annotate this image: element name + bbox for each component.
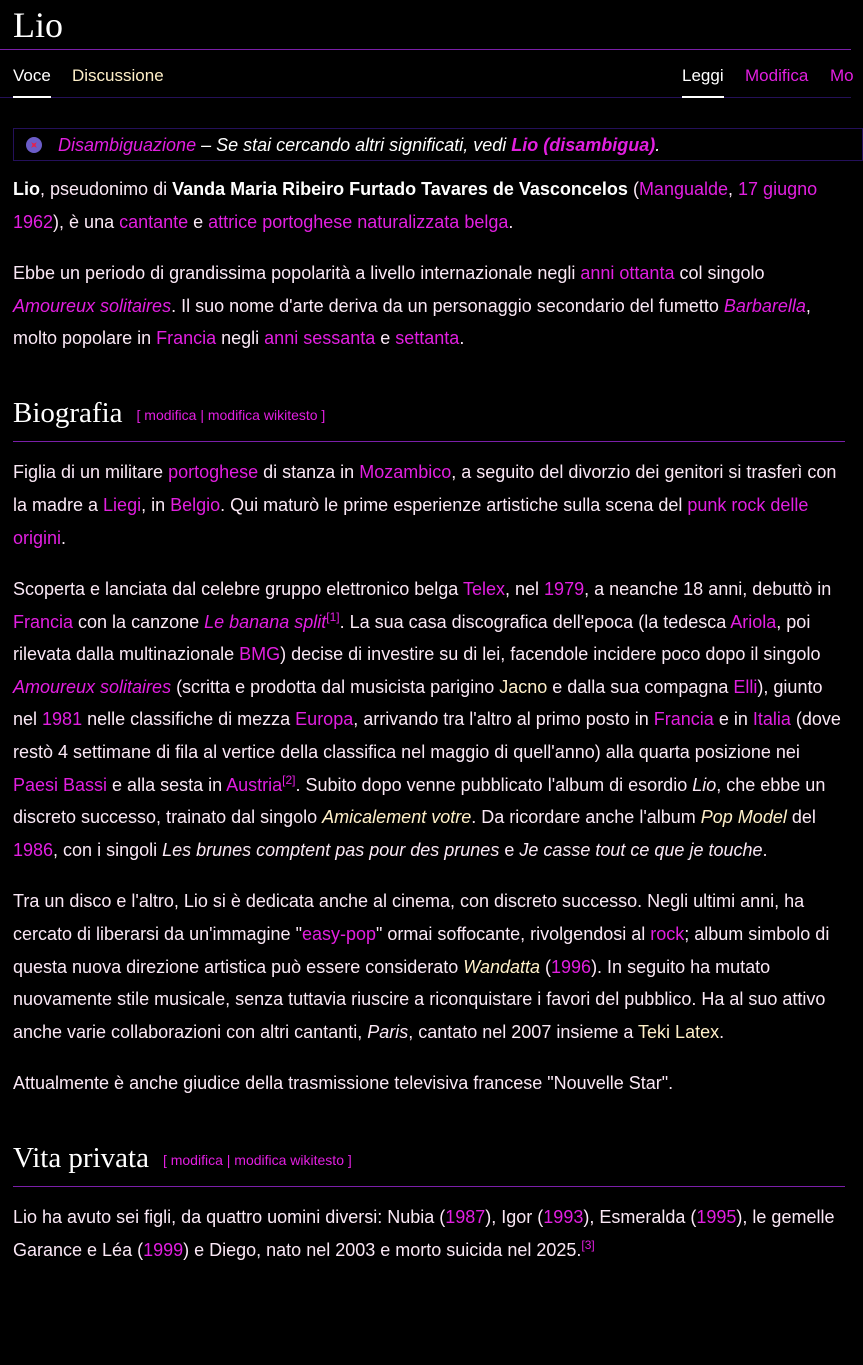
article-link[interactable]: 1996 [551,956,592,977]
tab-leggi[interactable]: Leggi [682,66,724,98]
text: e alla sesta in [107,774,227,795]
section-title: Biografia [13,396,123,429]
text: ; album simbolo di questa nuova direzione artistica può essere considerato [13,924,830,977]
section-title: Vita privata [13,1142,149,1174]
article-link[interactable]: Ariola [730,611,777,632]
text: . Da ricordare anche l'album [471,807,701,828]
tab-voce[interactable]: Voce [13,66,51,98]
text: Figlia di un militare [13,462,169,483]
text: ( [627,179,639,199]
text: , molto popolare in [13,295,811,349]
text: col singolo [674,263,765,284]
article-link[interactable]: Teki Latex [638,1021,720,1042]
text: , con i singoli [53,839,163,860]
text: nelle classifiche di mezza [82,709,296,730]
paragraph [13,885,845,1048]
article-link[interactable]: Jacno [499,676,548,697]
article-link[interactable]: Telex [462,579,506,600]
article-link[interactable]: Barbarella [723,295,806,316]
article-link[interactable]: Belgio [170,494,221,515]
text: . [61,527,67,548]
text: , in [141,494,171,515]
article-link[interactable]: anni sessanta [264,328,376,349]
article-link[interactable]: 1981 [42,709,83,730]
article-link[interactable]: Mozambico [359,462,452,483]
article-link[interactable]: Amicalement votre [322,807,472,828]
text: (scritta e prodotta dal musicista parigino [171,676,500,697]
article-link[interactable]: punk rock delle origini [13,494,809,548]
text: ), è una [53,211,120,232]
text: , cantato nel 2007 insieme a [408,1021,639,1042]
text: con la canzone [73,611,205,632]
text: e in [713,709,753,730]
bold-text: Lio [13,179,40,199]
article-link[interactable]: 1993 [543,1207,584,1228]
section-edit-links[interactable]: [ modifica | modifica wikitesto ] [162,1152,352,1169]
article-link[interactable]: Francia [156,328,217,349]
tab-discussione[interactable]: Discussione [72,66,164,85]
text: . [508,211,514,232]
text: , poi rilevata dalla multinazionale [13,611,811,665]
article-link[interactable]: Pop Model [700,807,787,828]
italic-text: Je casse tout ce que je touche [519,839,763,860]
disambiguation-icon [26,137,42,153]
text: ) e Diego, nato nel 2003 e morto suicida nel 2025. [183,1239,582,1260]
text: (dove restò 4 settimane di fila al vertice della classifica nel maggio di quell'anno) alla quarta posizione nei [13,709,841,763]
paragraph [13,1201,845,1266]
article-link[interactable]: Le banana split [204,611,327,632]
text: Lio ha avuto sei figli, da quattro uomini diversi: Nubia ( [13,1207,446,1228]
tab-modifica[interactable]: Modifica [745,66,809,85]
disambiguation-text: – Se stai cercando altri significati, vedi [196,135,512,155]
article-link[interactable]: Amoureux solitaires [13,676,172,697]
text: . [719,1021,725,1042]
article-link[interactable]: Paesi Bassi [13,774,108,795]
text: Tra un disco e l'altro, Lio si è dedicata anche al cinema, con discreto successo. Negli ultimi anni, ha cercato di liberarsi da un'immagine " [13,891,805,945]
text: Attualmente è anche giudice della trasmissione televisiva francese "Nouvelle Star". [13,1073,674,1094]
tab-modifica-wikitesto[interactable]: Mo [830,66,854,85]
article-link[interactable]: Italia [752,709,791,730]
bold-text: Vanda Maria Ribeiro Furtado Tavares de Vasconcelos [172,179,628,199]
text: e dalla sua compagna [547,676,734,697]
article-link[interactable]: Francia [13,611,74,632]
article-link[interactable]: portoghese [168,462,259,483]
article-link[interactable]: rock [650,924,685,945]
text: negli [216,328,265,349]
text: . Qui maturò le prime esperienze artistiche sulla scena del [220,494,688,515]
text: , che ebbe un discreto successo, trainato dal singolo [13,774,826,828]
section-heading [13,1138,845,1187]
text: , [728,179,739,199]
article-content [13,173,845,1286]
text: . La sua casa discografica dell'epoca (la tedesca [339,611,731,632]
reference-link[interactable]: [3] [581,1237,595,1252]
article-link[interactable]: Elli [733,676,758,697]
article-link[interactable]: cantante [119,211,189,232]
text: ), le gemelle Garance e Léa ( [13,1207,835,1260]
paragraph [13,173,845,238]
text: ( [540,956,552,977]
italic-text: Paris [367,1021,409,1042]
article-link[interactable]: settanta [395,328,460,349]
text: ), giunto nel [13,676,823,730]
text: . Subito dopo venne pubblicato l'album di esordio [295,774,693,795]
text: , arrivando tra l'altro al primo posto in [353,709,654,730]
reference-link[interactable]: [1] [326,609,340,624]
article-link[interactable]: 17 giugno 1962 [13,179,818,232]
text: ). In seguito ha mutato nuovamente stile musicale, senza tuttavia riuscire a riconquistare i favori del pubblico. Ha al suo attivo anche varie collaborazioni con altri cantanti, [13,956,826,1042]
paragraph [13,573,845,866]
paragraph [13,456,845,554]
text: ) decise di investire su di lei, facendole incidere poco dopo il singolo [280,644,821,665]
page-tabs [0,60,854,98]
article-link[interactable]: 1986 [13,839,54,860]
article-link[interactable]: easy-pop [301,924,377,945]
text: e [499,839,520,860]
article-link[interactable]: 1999 [143,1239,184,1260]
text: di stanza in [258,462,360,483]
text: " ormai soffocante, rivolgendosi al [376,924,651,945]
text: , pseudonimo di [40,179,173,199]
text: . Il suo nome d'arte deriva da un personaggio secondario del fumetto [171,295,724,316]
article-link[interactable]: attrice portoghese naturalizzata belga [208,211,509,232]
page-title: Lio [13,5,63,45]
reference-link[interactable]: [2] [282,772,296,787]
italic-text: Lio [692,774,717,795]
text: . [762,839,768,860]
text: , a seguito del divorzio dei genitori si trasferì con la madre a [13,462,837,515]
article-link[interactable]: Amoureux solitaires [13,295,172,316]
article-link[interactable]: anni ottanta [580,263,675,284]
text: , a neanche 18 anni, debuttò in [584,579,832,600]
paragraph [13,257,845,355]
article-link[interactable]: 1987 [445,1207,486,1228]
article-link[interactable]: 1979 [544,579,585,600]
article-link[interactable]: Europa [295,709,354,730]
text: , nel [505,579,545,600]
text: e [375,328,396,349]
paragraph [13,1067,845,1100]
article-link[interactable]: Austria [226,774,283,795]
text: del [786,807,816,828]
text: . [459,328,465,349]
article-link[interactable]: BMG [239,644,281,665]
disambiguation-link[interactable]: Disambiguazione [58,135,197,155]
disambiguation-target-link[interactable]: Lio (disambigua) [511,135,656,155]
article-link[interactable]: Mangualde [638,179,729,199]
article-link[interactable]: Wandatta [463,956,541,977]
article-link[interactable]: Francia [653,709,714,730]
text: e [188,211,209,232]
italic-text: Les brunes comptent pas pour des prunes [162,839,500,860]
article-link[interactable]: Liegi [103,494,142,515]
article-link[interactable]: 1995 [696,1207,737,1228]
disambiguation-end: . [655,135,661,155]
text: ), Esmeralda ( [583,1207,697,1228]
section-edit-links[interactable]: [ modifica | modifica wikitesto ] [136,407,326,424]
section-heading [13,393,845,442]
disambiguation-notice [13,128,863,161]
text: ), Igor ( [485,1207,544,1228]
text: Ebbe un periodo di grandissima popolarità a livello internazionale negli [13,263,581,284]
title-divider [0,49,851,50]
text: Scoperta e lanciata dal celebre gruppo elettronico belga [13,579,463,600]
